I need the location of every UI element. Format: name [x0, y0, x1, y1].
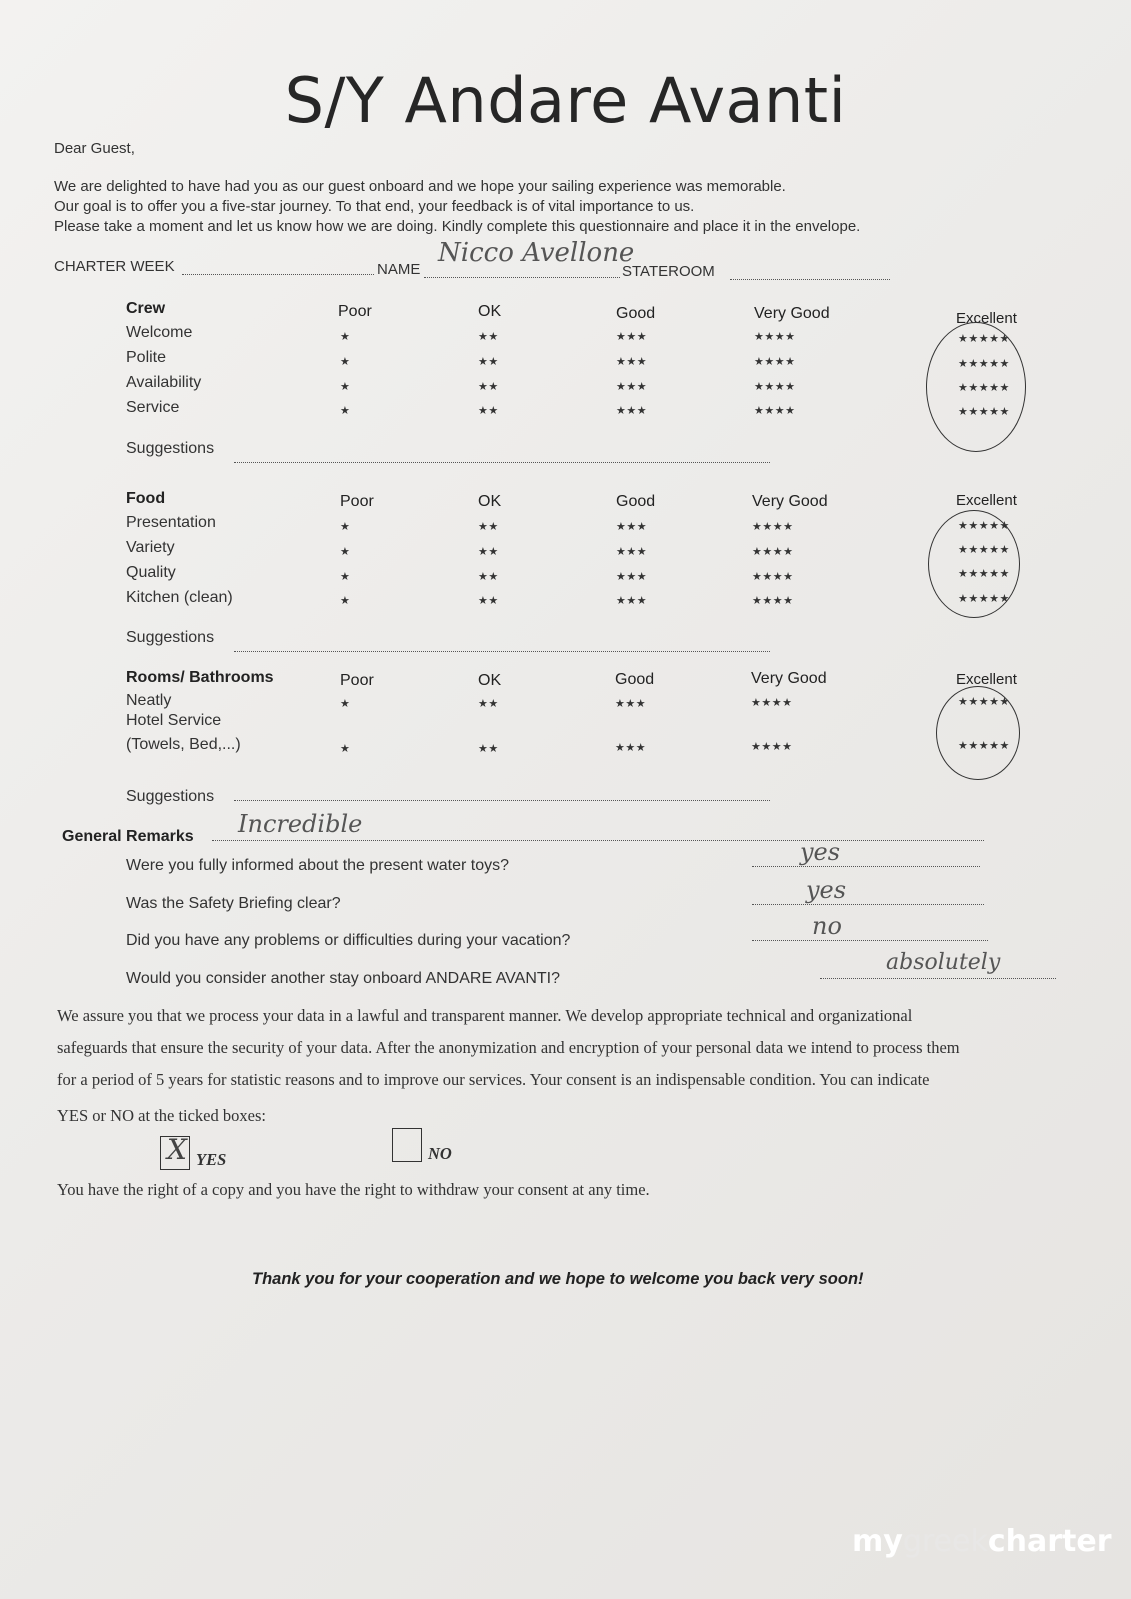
star-good[interactable]: ★★★ — [615, 742, 647, 754]
col-excellent: Excellent — [956, 310, 1017, 327]
col-very-good: Very Good — [754, 305, 830, 322]
food-suggestions-field[interactable] — [234, 637, 770, 652]
consent-yes-label: YES — [196, 1150, 227, 1169]
star-ok[interactable]: ★★ — [478, 405, 499, 417]
crew-item-availability: Availability — [126, 374, 202, 391]
star-ok[interactable]: ★★ — [478, 595, 499, 607]
star-excellent[interactable]: ★★★★★ — [958, 333, 1010, 345]
col-very-good: Very Good — [752, 493, 828, 510]
star-poor[interactable]: ★ — [340, 381, 351, 393]
col-poor: Poor — [340, 672, 374, 689]
star-good[interactable]: ★★★ — [616, 331, 648, 343]
document-title: S/Y Andare Avanti — [284, 64, 847, 137]
star-ok[interactable]: ★★ — [478, 356, 499, 368]
star-very-good[interactable]: ★★★★ — [752, 521, 794, 533]
col-good: Good — [616, 305, 656, 322]
col-poor: Poor — [338, 303, 372, 320]
star-poor[interactable]: ★ — [340, 698, 351, 710]
consent-line-2: safeguards that ensure the security of your data. After the anonymization and encryption of your personal data we intend to process them — [57, 1038, 960, 1057]
star-excellent[interactable]: ★★★★★ — [958, 520, 1010, 532]
star-very-good[interactable]: ★★★★ — [751, 697, 793, 709]
answer-field-safety-briefing[interactable] — [752, 890, 984, 905]
star-ok[interactable]: ★★ — [478, 546, 499, 558]
section-heading-rooms: Rooms/ Bathrooms — [126, 669, 274, 686]
star-excellent[interactable]: ★★★★★ — [958, 568, 1010, 580]
star-excellent[interactable]: ★★★★★ — [958, 544, 1010, 556]
section-heading-crew: Crew — [126, 300, 166, 317]
consent-yes-checkbox[interactable] — [160, 1133, 190, 1170]
food-item-kitchen: Kitchen (clean) — [126, 589, 233, 606]
rooms-item-neatly: Neatly — [126, 692, 172, 709]
consent-rights: You have the right of a copy and you have the right to withdraw your consent at any time. — [57, 1180, 650, 1199]
answer-safety-briefing: yes — [806, 876, 847, 904]
col-excellent: Excellent — [956, 671, 1017, 688]
star-good[interactable]: ★★★ — [616, 571, 648, 583]
col-good: Good — [616, 493, 656, 510]
consent-line-3: for a period of 5 years for statistic reasons and to improve our services. Your consent is an indispensable condition. You can indicate — [57, 1070, 930, 1089]
star-excellent[interactable]: ★★★★★ — [958, 382, 1010, 394]
charter-week-field[interactable] — [182, 260, 374, 275]
question-problems: Did you have any problems or difficulties during your vacation? — [126, 932, 571, 949]
name-label: NAME — [377, 261, 421, 278]
general-remarks-handwritten: Incredible — [238, 810, 363, 838]
watermark-my: my — [852, 1524, 903, 1559]
star-ok[interactable]: ★★ — [478, 521, 499, 533]
rooms-suggestions-label: Suggestions — [126, 788, 215, 805]
star-poor[interactable]: ★ — [340, 546, 351, 558]
star-excellent[interactable]: ★★★★★ — [958, 593, 1010, 605]
answer-field-water-toys[interactable] — [752, 852, 980, 867]
crew-item-service: Service — [126, 399, 180, 416]
star-excellent[interactable]: ★★★★★ — [958, 696, 1010, 708]
greeting: Dear Guest, — [54, 140, 135, 157]
col-poor: Poor — [340, 493, 374, 510]
star-excellent[interactable]: ★★★★★ — [958, 358, 1010, 370]
crew-suggestions-label: Suggestions — [126, 440, 215, 457]
star-poor[interactable]: ★ — [340, 331, 351, 343]
star-good[interactable]: ★★★ — [615, 698, 647, 710]
food-item-variety: Variety — [126, 539, 175, 556]
star-poor[interactable]: ★ — [340, 521, 351, 533]
section-heading-food: Food — [126, 490, 166, 507]
rooms-item-hotel-service: Hotel Service — [126, 712, 222, 729]
food-item-presentation: Presentation — [126, 514, 216, 531]
watermark-charter: charter — [987, 1524, 1112, 1559]
watermark-greek: greek — [902, 1524, 988, 1559]
col-ok: OK — [478, 493, 502, 510]
star-ok[interactable]: ★★ — [478, 571, 499, 583]
crew-item-welcome: Welcome — [126, 324, 193, 341]
intro-line-1: We are delighted to have had you as our guest onboard and we hope your sailing experience was memorable. — [54, 178, 786, 195]
watermark-logo — [852, 1524, 1112, 1559]
answer-water-toys: yes — [800, 838, 841, 866]
star-excellent[interactable]: ★★★★★ — [958, 740, 1010, 752]
answer-problems: no — [812, 912, 842, 940]
star-good[interactable]: ★★★ — [616, 521, 648, 533]
answer-another-stay: absolutely — [886, 950, 1001, 975]
star-very-good[interactable]: ★★★★ — [754, 331, 796, 343]
star-poor[interactable]: ★ — [340, 571, 351, 583]
rooms-suggestions-field[interactable] — [234, 786, 770, 801]
name-handwritten: Nicco Avellone — [438, 238, 635, 268]
star-poor[interactable]: ★ — [340, 356, 351, 368]
consent-line-4: YES or NO at the ticked boxes: — [57, 1106, 266, 1125]
rooms-excellent-circle — [936, 686, 1020, 780]
star-very-good[interactable]: ★★★★ — [752, 571, 794, 583]
star-very-good[interactable]: ★★★★ — [754, 405, 796, 417]
general-remarks-label: General Remarks — [62, 828, 194, 845]
star-very-good[interactable]: ★★★★ — [754, 356, 796, 368]
star-excellent[interactable]: ★★★★★ — [958, 406, 1010, 418]
star-good[interactable]: ★★★ — [616, 405, 648, 417]
col-ok: OK — [478, 672, 502, 689]
consent-no-label: NO — [428, 1144, 452, 1163]
star-good[interactable]: ★★★ — [616, 546, 648, 558]
food-excellent-circle — [928, 510, 1020, 618]
answer-field-problems[interactable] — [752, 926, 988, 941]
stateroom-label: STATEROOM — [622, 263, 715, 280]
food-suggestions-label: Suggestions — [126, 629, 215, 646]
checkbox-x-mark: X — [167, 1133, 187, 1166]
star-very-good[interactable]: ★★★★ — [752, 546, 794, 558]
star-ok[interactable]: ★★ — [478, 698, 499, 710]
intro-line-3: Please take a moment and let us know how we are doing. Kindly complete this questionnaire and place it in the envelope. — [54, 218, 861, 235]
consent-no-checkbox[interactable] — [392, 1128, 422, 1162]
star-ok[interactable]: ★★ — [478, 743, 499, 755]
food-item-quality: Quality — [126, 564, 176, 581]
consent-line-1: We assure you that we process your data in a lawful and transparent manner. We develop appropriate technical and organizational — [57, 1006, 913, 1025]
star-very-good[interactable]: ★★★★ — [752, 595, 794, 607]
question-safety-briefing: Was the Safety Briefing clear? — [126, 895, 341, 912]
star-very-good[interactable]: ★★★★ — [754, 381, 796, 393]
stateroom-field[interactable] — [730, 265, 890, 280]
star-good[interactable]: ★★★ — [616, 595, 648, 607]
thank-you-message: Thank you for your cooperation and we hope to welcome you back very soon! — [252, 1270, 864, 1288]
star-poor[interactable]: ★ — [340, 405, 351, 417]
col-very-good: Very Good — [751, 670, 827, 687]
star-good[interactable]: ★★★ — [616, 356, 648, 368]
col-good: Good — [615, 671, 655, 688]
question-another-stay: Would you consider another stay onboard ANDARE AVANTI? — [126, 970, 561, 987]
star-very-good[interactable]: ★★★★ — [751, 741, 793, 753]
col-excellent: Excellent — [956, 492, 1017, 509]
star-poor[interactable]: ★ — [340, 743, 351, 755]
crew-excellent-circle — [926, 322, 1026, 452]
intro-line-2: Our goal is to offer you a five-star journey. To that end, your feedback is of vital importance to us. — [54, 198, 695, 215]
star-ok[interactable]: ★★ — [478, 331, 499, 343]
crew-suggestions-field[interactable] — [234, 448, 770, 463]
question-water-toys: Were you fully informed about the present water toys? — [126, 857, 510, 874]
star-ok[interactable]: ★★ — [478, 381, 499, 393]
col-ok: OK — [478, 303, 502, 320]
star-good[interactable]: ★★★ — [616, 381, 648, 393]
crew-item-polite: Polite — [126, 349, 167, 366]
charter-week-label: CHARTER WEEK — [54, 258, 175, 275]
star-poor[interactable]: ★ — [340, 595, 351, 607]
rooms-item-towels-bed: (Towels, Bed,...) — [126, 736, 241, 753]
